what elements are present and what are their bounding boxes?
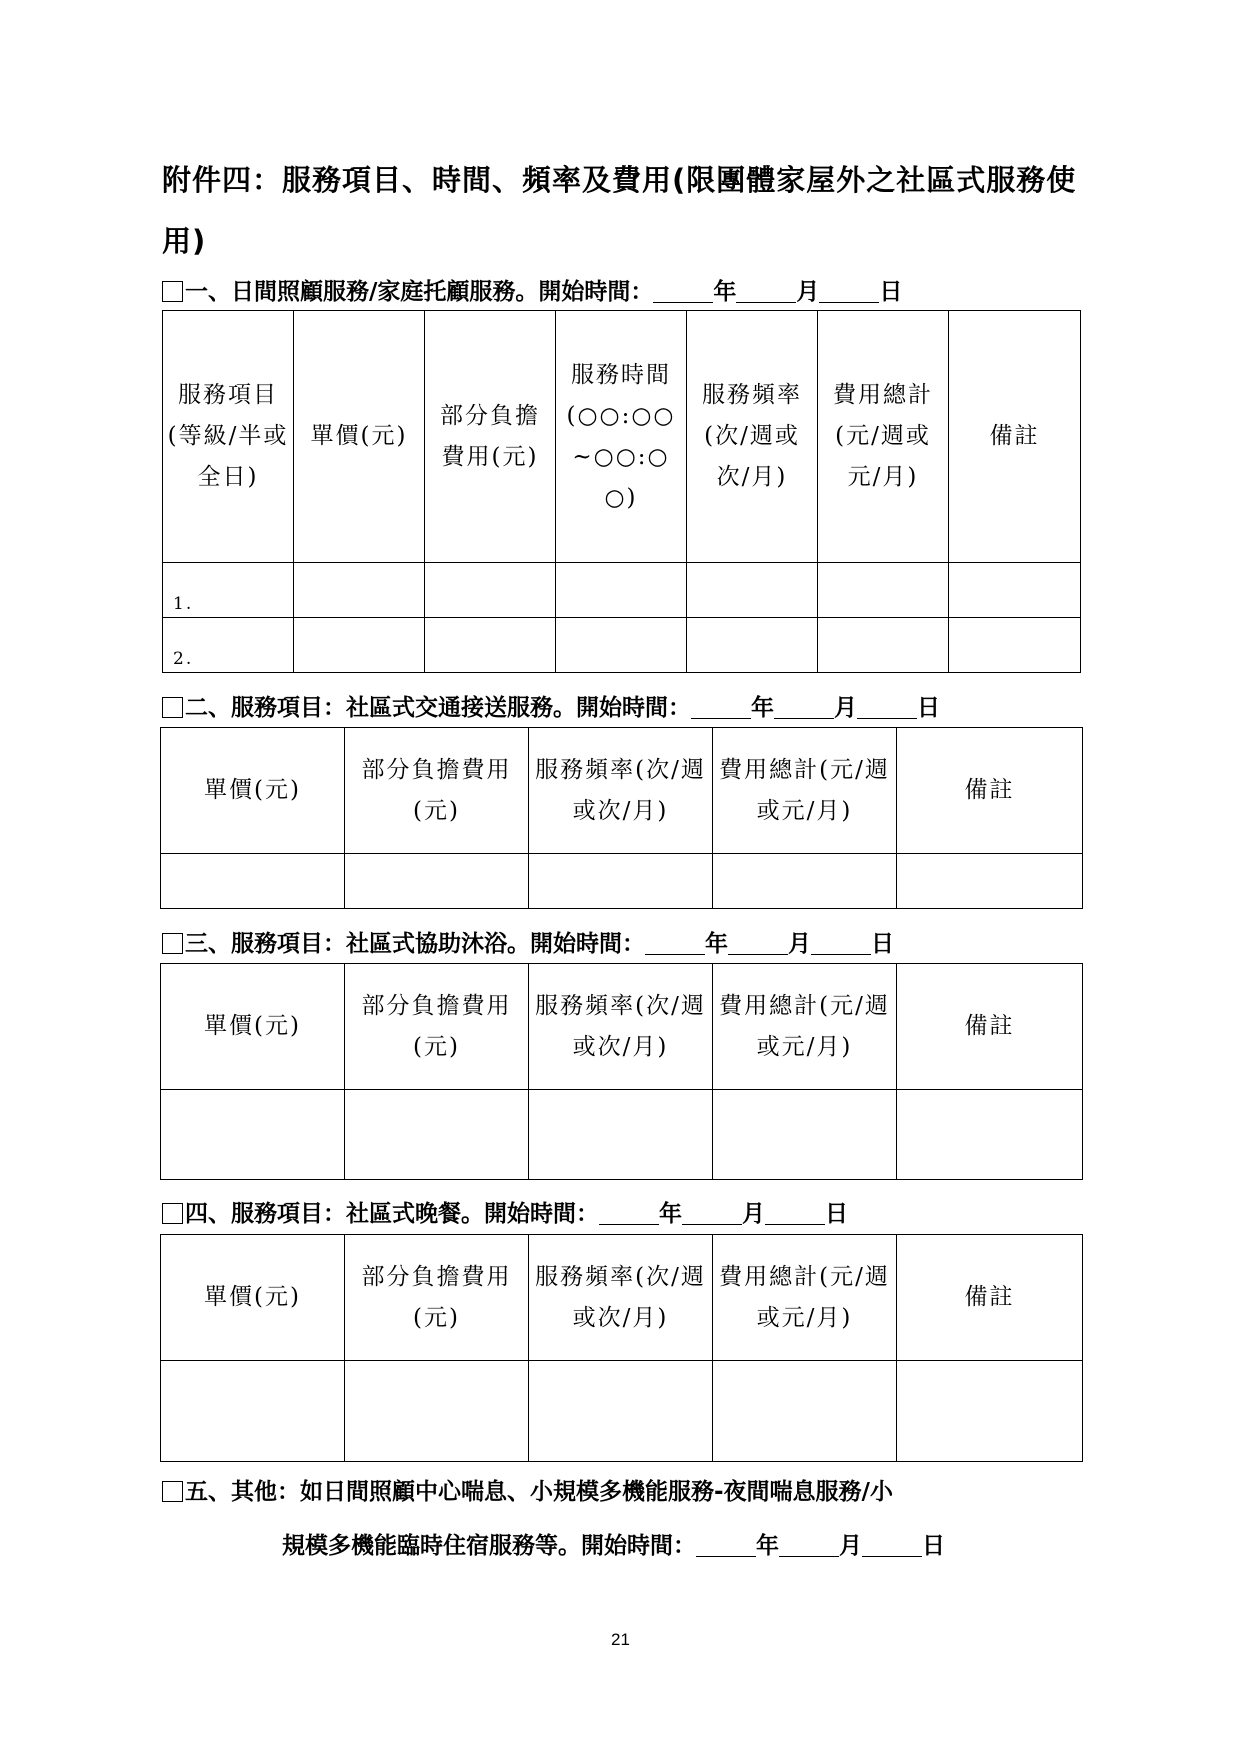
table-cell[interactable] xyxy=(529,1090,713,1180)
year-label: 年 xyxy=(659,1201,682,1227)
table-cell[interactable] xyxy=(294,563,425,618)
year-blank[interactable] xyxy=(645,930,705,955)
header-cell: 部分負擔費用(元) xyxy=(425,311,556,563)
table-cell[interactable] xyxy=(345,1361,529,1462)
table-cell[interactable] xyxy=(425,563,556,618)
page-number: 21 xyxy=(611,1630,630,1649)
section2-heading-text: 二、服務項目：社區式交通接送服務。開始時間： xyxy=(185,695,691,721)
day-blank[interactable] xyxy=(765,1200,825,1225)
table-cell[interactable] xyxy=(161,1090,345,1180)
month-label: 月 xyxy=(834,695,857,721)
header-cell: 服務頻率(次/週或次/月) xyxy=(529,964,713,1090)
table-header-row xyxy=(161,728,1083,854)
day-blank[interactable] xyxy=(819,278,879,303)
day-blank[interactable] xyxy=(862,1532,922,1557)
table-cell[interactable] xyxy=(161,854,345,909)
day-blank[interactable] xyxy=(811,930,871,955)
day-label: 日 xyxy=(917,695,940,721)
section1-table xyxy=(162,310,1081,673)
table-header-row xyxy=(161,964,1083,1090)
header-cell: 費用總計(元/週或元/月) xyxy=(713,1235,897,1361)
month-blank[interactable] xyxy=(779,1532,839,1557)
table-cell[interactable] xyxy=(345,1090,529,1180)
day-label: 日 xyxy=(879,279,903,305)
header-cell: 單價(元) xyxy=(161,964,345,1090)
table-cell[interactable] xyxy=(897,1090,1083,1180)
table-row xyxy=(163,563,1081,618)
table-cell[interactable] xyxy=(687,563,818,618)
header-cell: 部分負擔費用(元) xyxy=(345,964,529,1090)
table-header-row xyxy=(163,311,1081,563)
header-cell: 服務頻率(次/週或次/月) xyxy=(687,311,818,563)
section1-heading-text: 一、日間照顧服務/家庭托顧服務。開始時間： xyxy=(185,279,654,305)
section4-checkbox[interactable] xyxy=(162,1203,183,1224)
table-cell[interactable] xyxy=(161,1361,345,1462)
day-label: 日 xyxy=(922,1533,945,1559)
table-cell[interactable] xyxy=(529,1361,713,1462)
table-cell[interactable] xyxy=(818,618,949,673)
table-cell[interactable] xyxy=(713,1361,897,1462)
header-cell: 單價(元) xyxy=(294,311,425,563)
section2-checkbox[interactable] xyxy=(162,697,183,718)
header-cell: 備註 xyxy=(897,728,1083,854)
table-cell[interactable] xyxy=(345,854,529,909)
section2-table xyxy=(160,727,1083,909)
table-cell[interactable] xyxy=(687,618,818,673)
row-number: 1. xyxy=(163,563,294,618)
table-cell[interactable] xyxy=(529,854,713,909)
section5 xyxy=(162,1476,1102,1562)
month-blank[interactable] xyxy=(682,1200,742,1225)
section1-checkbox[interactable] xyxy=(162,281,183,302)
month-blank[interactable] xyxy=(774,694,834,719)
header-cell: 部分負擔費用(元) xyxy=(345,728,529,854)
header-cell: 服務頻率(次/週或次/月) xyxy=(529,728,713,854)
month-label: 月 xyxy=(742,1201,765,1227)
table-row xyxy=(161,854,1083,909)
header-cell: 費用總計(元/週或元/月) xyxy=(713,964,897,1090)
section3-table xyxy=(160,963,1083,1180)
table-cell[interactable] xyxy=(556,563,687,618)
month-blank[interactable] xyxy=(728,930,788,955)
year-blank[interactable] xyxy=(691,694,751,719)
section4-table xyxy=(160,1234,1083,1462)
section4-heading-text: 四、服務項目：社區式晚餐。開始時間： xyxy=(185,1201,599,1227)
section5-line1: 五、其他：如日間照顧中心喘息、小規模多機能服務-夜間喘息服務/小 xyxy=(185,1479,893,1505)
month-label: 月 xyxy=(788,931,811,957)
day-label: 日 xyxy=(825,1201,848,1227)
table-row xyxy=(161,1090,1083,1180)
header-cell: 服務頻率(次/週或次/月) xyxy=(529,1235,713,1361)
month-label: 月 xyxy=(839,1533,862,1559)
year-label: 年 xyxy=(756,1533,779,1559)
row-number: 2. xyxy=(163,618,294,673)
table-cell[interactable] xyxy=(897,854,1083,909)
section5-checkbox[interactable] xyxy=(162,1481,183,1502)
table-cell[interactable] xyxy=(897,1361,1083,1462)
table-cell[interactable] xyxy=(713,854,897,909)
table-cell[interactable] xyxy=(556,618,687,673)
header-cell: 費用總計(元/週或元/月) xyxy=(713,728,897,854)
header-cell: 費用總計(元/週或元/月) xyxy=(818,311,949,563)
table-cell[interactable] xyxy=(713,1090,897,1180)
year-label: 年 xyxy=(713,279,737,305)
header-cell: 單價(元) xyxy=(161,728,345,854)
header-cell: 備註 xyxy=(949,311,1081,563)
section2-heading xyxy=(162,692,940,724)
year-label: 年 xyxy=(705,931,728,957)
year-label: 年 xyxy=(751,695,774,721)
page-title: 附件四：服務項目、時間、頻率及費用(限團體家屋外之社區式服務使用) xyxy=(162,163,1077,258)
header-cell: 部分負擔費用(元) xyxy=(345,1235,529,1361)
table-header-row xyxy=(161,1235,1083,1361)
header-cell: 服務項目(等級/半或全日) xyxy=(163,311,294,563)
section3-checkbox[interactable] xyxy=(162,933,183,954)
section3-heading xyxy=(162,928,894,960)
section5-line2-wrap xyxy=(162,1530,1102,1562)
year-blank[interactable] xyxy=(696,1532,756,1557)
year-blank[interactable] xyxy=(599,1200,659,1225)
table-cell[interactable] xyxy=(949,618,1081,673)
section3-heading-text: 三、服務項目：社區式協助沐浴。開始時間： xyxy=(185,931,645,957)
header-cell: 備註 xyxy=(897,1235,1083,1361)
day-blank[interactable] xyxy=(857,694,917,719)
table-cell[interactable] xyxy=(425,618,556,673)
month-blank[interactable] xyxy=(736,278,796,303)
year-blank[interactable] xyxy=(653,278,713,303)
table-cell[interactable] xyxy=(294,618,425,673)
section1-heading xyxy=(162,276,902,308)
month-label: 月 xyxy=(796,279,820,305)
header-cell: 備註 xyxy=(897,964,1083,1090)
table-row xyxy=(161,1361,1083,1462)
header-cell: 服務時間(○○:○○~○○:○○) xyxy=(556,311,687,563)
table-cell[interactable] xyxy=(818,563,949,618)
section4-heading xyxy=(162,1198,848,1230)
header-cell: 單價(元) xyxy=(161,1235,345,1361)
day-label: 日 xyxy=(871,931,894,957)
table-row xyxy=(163,618,1081,673)
section5-line2: 規模多機能臨時住宿服務等。開始時間： xyxy=(282,1533,696,1559)
table-cell[interactable] xyxy=(949,563,1081,618)
